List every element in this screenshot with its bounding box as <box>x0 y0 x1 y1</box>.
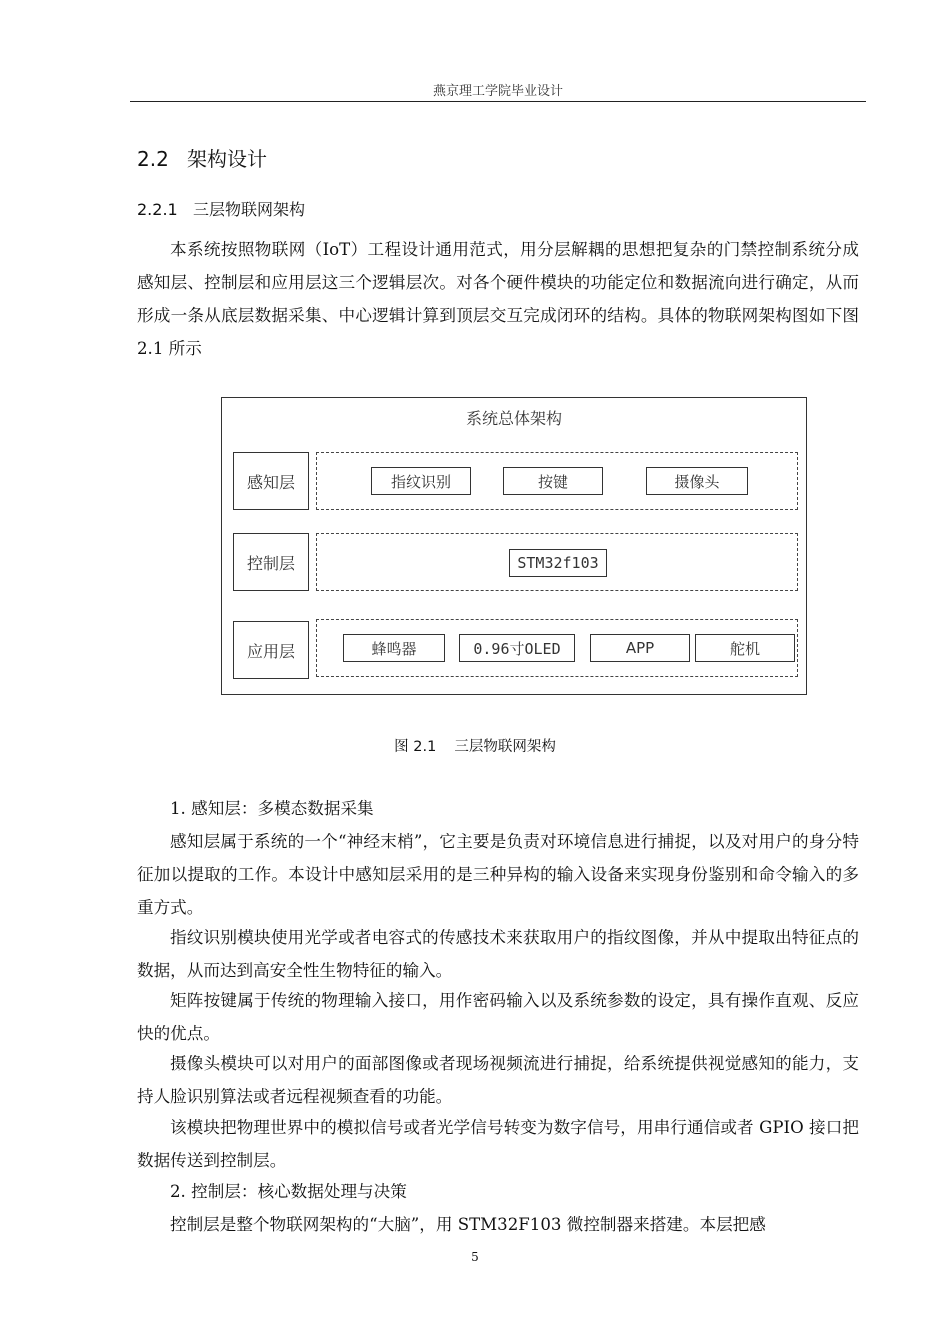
node-servo: 舵机 <box>695 634 795 662</box>
page-header: 燕京理工学院毕业设计 <box>432 84 563 99</box>
header-rule <box>130 101 866 102</box>
subsection-title: 三层物联网架构 <box>193 200 306 219</box>
body-heading-perception: 1. 感知层：多模态数据采集 <box>170 799 374 818</box>
body-heading-control: 2. 控制层：核心数据处理与决策 <box>170 1182 407 1201</box>
body-paragraph: 感知层属于系统的一个“神经末梢”，它主要是负责对环境信息进行捕捉，以及对用户的身分特征加以提取的工作。本设计中感知层采用的是三种异构的输入设备来实现身份鉴别和命令输入的多重方式。 <box>137 832 859 917</box>
layer-box-application <box>316 619 798 677</box>
subsection-number: 2.2.1 <box>137 200 178 219</box>
body-paragraph: 摄像头模块可以对用户的面部图像或者现场视频流进行捕捉，给系统提供视觉感知的能力，支持人脸识别算法或者远程视频查看的功能。 <box>137 1054 859 1106</box>
caption-number: 图 2.1 <box>394 739 437 755</box>
node-app: APP <box>590 634 690 662</box>
layer-label-control: 控制层 <box>233 533 309 591</box>
body-paragraph: 控制层是整个物联网架构的“大脑”，用 STM32F103 微控制器来搭建。本层把感 <box>170 1215 766 1234</box>
figure-caption <box>0 735 950 756</box>
layer-label-application: 应用层 <box>233 621 309 679</box>
layer-box-control <box>316 533 798 591</box>
caption-text: 三层物联网架构 <box>454 739 556 755</box>
diagram-title: 系统总体架构 <box>465 409 562 428</box>
intro-paragraph: 本系统按照物联网（IoT）工程设计通用范式，用分层解耦的思想把复杂的门禁控制系统分成感知层、控制层和应用层这三个逻辑层次。对各个硬件模块的功能定位和数据流向进行确定，从而形成一条从底层数据采集、中心逻辑计算到顶层交互完成闭环的结构。具体的物联网架构图如下图 2.1 所示 <box>137 240 859 358</box>
node-buzzer: 蜂鸣器 <box>343 634 445 662</box>
subsection-heading <box>137 197 305 220</box>
body-paragraph: 指纹识别模块使用光学或者电容式的传感技术来获取用户的指纹图像，并从中提取出特征点的数据，从而达到高安全性生物特征的输入。 <box>137 928 859 980</box>
node-oled: 0.96寸OLED <box>459 634 575 662</box>
layer-box-perception <box>316 452 798 510</box>
node-fingerprint: 指纹识别 <box>371 467 471 495</box>
architecture-diagram <box>221 397 807 695</box>
section-title: 架构设计 <box>187 147 267 171</box>
node-mcu: STM32f103 <box>509 549 607 577</box>
section-heading <box>137 143 267 172</box>
body-paragraph: 该模块把物理世界中的模拟信号或者光学信号转变为数字信号，用串行通信或者 GPIO 接口把数据传送到控制层。 <box>137 1118 859 1170</box>
layer-label-perception: 感知层 <box>233 452 309 510</box>
section-number: 2.2 <box>137 147 169 171</box>
node-camera: 摄像头 <box>646 467 748 495</box>
body-paragraph: 矩阵按键属于传统的物理输入接口，用作密码输入以及系统参数的设定，具有操作直观、反应快的优点。 <box>137 991 859 1043</box>
node-keypad: 按键 <box>503 467 603 495</box>
page-number: 5 <box>471 1250 479 1264</box>
